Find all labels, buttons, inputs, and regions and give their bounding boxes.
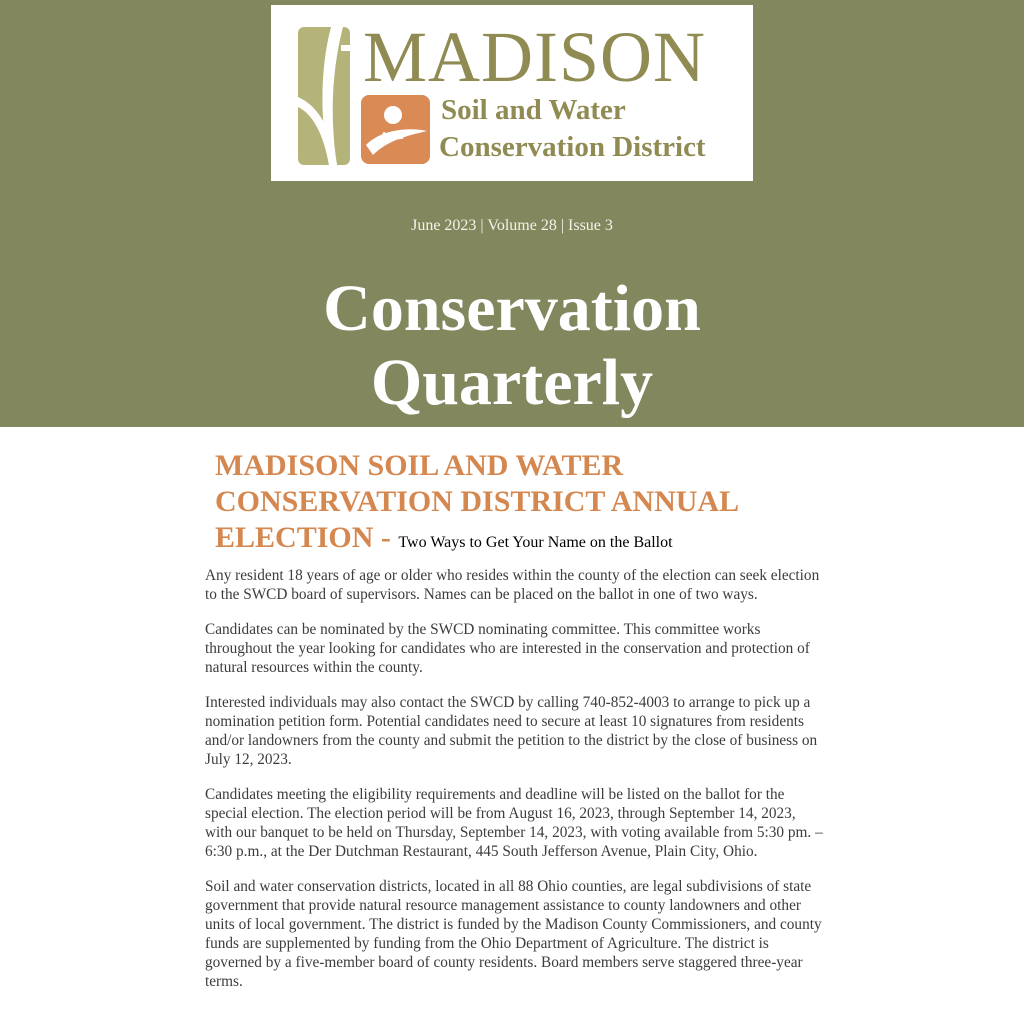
paragraph: Candidates meeting the eligibility requirements and deadline will be listed on the ballot for the special election. The election period will be from August 16, 2023, through September 14, 2023, with our banquet to be held on Thursday, September 14, 2023, with voting available from 5:30 pm. – 6:30 p.m., at the Der Dutchman Restaurant, 445 South Jefferson Avenue, Plain City, Ohio. <box>205 786 823 860</box>
header-banner <box>0 0 1024 427</box>
paragraph: Interested individuals may also contact the SWCD by calling 740-852-4003 to arrange to pick up a nomination petition form. Potential candidates need to secure at least 10 signatures from residents and/or landowners from the county and submit the petition to the district by the close of business on July 12, 2023. <box>205 694 818 768</box>
issue-info: June 2023 | Volume 28 | Issue 3 <box>411 217 613 234</box>
paragraph: Soil and water conservation districts, located in all 88 Ohio counties, are legal subdivisions of state government that provide natural resource management assistance to county landowners and other units of local government. The district is funded by the Madison County Commissioners, and county funds are supplemented by funding from the Ohio Department of Agriculture. The district is governed by a five-member board of county residents. Board members serve staggered three-year terms. <box>205 878 822 990</box>
district-logo <box>271 5 753 181</box>
title-line-1: Conservation <box>323 272 701 345</box>
logo-subtitle-line1: Soil and Water <box>441 94 626 126</box>
article-subhead: Two Ways to Get Your Name on the Ballot <box>398 534 673 551</box>
headline-dash: - <box>373 521 399 554</box>
headline-text: MADISON SOIL AND WATER CONSERVATION DISTRICT ANNUAL ELECTION <box>215 449 738 554</box>
newsletter-title <box>0 272 1024 420</box>
title-line-2: Quarterly <box>370 346 654 419</box>
logo-subtitle-line2: Conservation District <box>439 131 706 163</box>
article-body <box>205 566 825 991</box>
paragraph: Any resident 18 years of age or older who resides within the county of the election can seek election to the SWCD board of supervisors. Names can be placed on the ballot in one of two ways. <box>205 567 820 603</box>
article <box>205 448 825 1007</box>
paragraph: Candidates can be nominated by the SWCD nominating committee. This committee works throughout the year looking for candidates who are interested in the conservation and protection of natural resources within the county. <box>205 621 810 676</box>
logo-title: MADISON <box>363 17 707 97</box>
article-headline <box>215 448 825 556</box>
